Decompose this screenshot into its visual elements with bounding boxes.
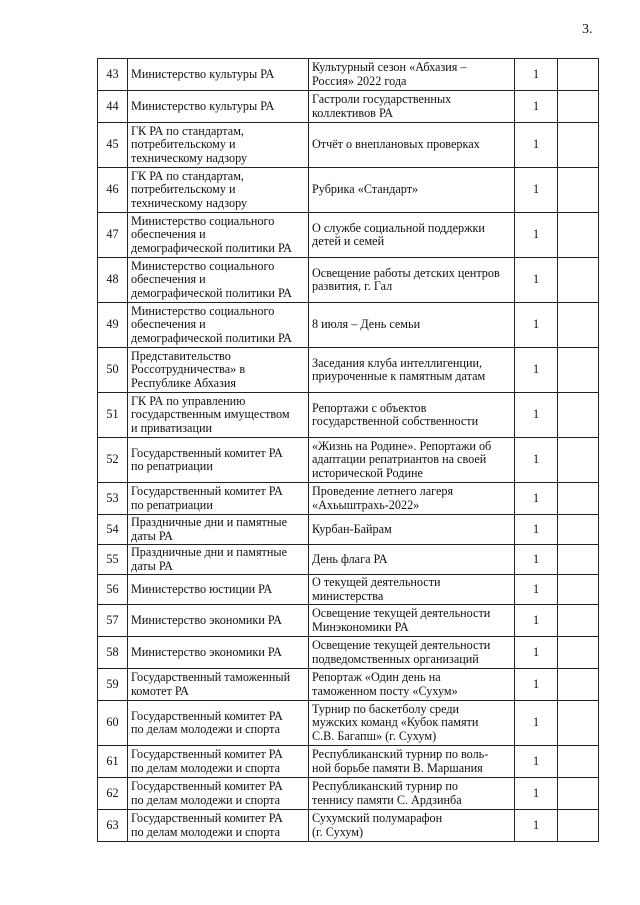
table-row — [98, 778, 599, 810]
organization-cell — [128, 393, 309, 438]
topic-cell-text: День флага РА — [312, 551, 388, 566]
empty-cell — [558, 348, 599, 393]
topic-cell-text: Сухумский полумарафон (г. Сухум) — [312, 811, 443, 839]
row-number — [98, 637, 128, 669]
topic-cell — [309, 348, 515, 393]
table-row — [98, 393, 599, 438]
row-number-text: 55 — [106, 551, 119, 566]
count-cell-text: 1 — [532, 817, 540, 832]
topic-cell — [309, 59, 515, 91]
organization-cell — [128, 168, 309, 213]
table-row — [98, 605, 599, 637]
organization-cell-text: ГК РА по стандартам, потребительскому и техническому надзору — [131, 124, 248, 165]
organization-cell-text: Министерство социального обеспечения и демографической политики РА — [131, 214, 292, 255]
organization-cell — [128, 778, 309, 810]
table-row — [98, 810, 599, 842]
organization-cell — [128, 515, 309, 545]
row-number — [98, 605, 128, 637]
organization-cell-text: Праздничные дни и памятные даты РА — [131, 515, 287, 543]
row-number-text: 62 — [106, 785, 119, 800]
topic-cell-text: Заседания клуба интеллигенции, приуроченные к памятным датам — [312, 355, 486, 383]
count-cell-text: 1 — [532, 452, 540, 467]
table-row — [98, 91, 599, 123]
row-number — [98, 59, 128, 91]
count-cell — [515, 348, 558, 393]
row-number — [98, 575, 128, 605]
organization-cell — [128, 348, 309, 393]
row-number-text: 58 — [106, 644, 119, 659]
row-number — [98, 483, 128, 515]
count-cell-text: 1 — [532, 137, 540, 152]
topic-cell — [309, 123, 515, 168]
topic-cell-text: 8 июля – День семьи — [312, 317, 421, 332]
row-number — [98, 91, 128, 123]
row-number-text: 44 — [106, 98, 119, 113]
topic-cell-text: О службе социальной поддержки детей и семей — [312, 220, 485, 248]
organization-cell-text: Государственный комитет РА по делам молодежи и спорта — [131, 811, 283, 839]
row-number-text: 56 — [106, 581, 119, 596]
row-number-text: 57 — [106, 612, 119, 627]
page-number: 3. — [582, 22, 593, 37]
count-cell — [515, 637, 558, 669]
empty-cell — [558, 59, 599, 91]
empty-cell — [558, 575, 599, 605]
topic-cell-text: Гастроли государственных коллективов РА — [312, 92, 452, 120]
table-row — [98, 545, 599, 575]
count-cell — [515, 213, 558, 258]
row-number — [98, 123, 128, 168]
empty-cell — [558, 483, 599, 515]
empty-cell — [558, 213, 599, 258]
organization-cell-text: Праздничные дни и памятные даты РА — [131, 545, 287, 573]
organization-cell — [128, 303, 309, 348]
table-row — [98, 515, 599, 545]
empty-cell — [558, 303, 599, 348]
table-row — [98, 701, 599, 746]
table-row — [98, 59, 599, 91]
count-cell-text: 1 — [532, 272, 540, 287]
count-cell — [515, 123, 558, 168]
count-cell-text: 1 — [532, 551, 540, 566]
row-number-text: 50 — [106, 362, 119, 377]
empty-cell — [558, 393, 599, 438]
table-row — [98, 637, 599, 669]
topic-cell — [309, 303, 515, 348]
organization-cell — [128, 746, 309, 778]
row-number-text: 59 — [106, 676, 119, 691]
count-cell — [515, 669, 558, 701]
count-cell — [515, 303, 558, 348]
topic-cell-text: Республиканский турнир по теннису памяти С. Ардзинба — [312, 779, 462, 807]
row-number-text: 54 — [106, 521, 119, 536]
organization-cell-text: Государственный комитет РА по делам молодежи и спорта — [131, 779, 283, 807]
row-number-text: 48 — [106, 272, 119, 287]
topic-cell — [309, 637, 515, 669]
count-cell — [515, 605, 558, 637]
organization-cell — [128, 483, 309, 515]
row-number — [98, 303, 128, 348]
topic-cell — [309, 213, 515, 258]
count-cell — [515, 483, 558, 515]
organization-cell — [128, 123, 309, 168]
count-cell-text: 1 — [532, 66, 540, 81]
table-row — [98, 669, 599, 701]
count-cell-text: 1 — [532, 581, 540, 596]
topic-cell — [309, 746, 515, 778]
topic-cell-text: «Жизнь на Родине». Репортажи об адаптации репатриантов на своей исторической Родине — [312, 439, 492, 480]
organization-cell — [128, 810, 309, 842]
topic-cell — [309, 258, 515, 303]
topic-cell — [309, 669, 515, 701]
row-number-text: 53 — [106, 490, 119, 505]
count-cell — [515, 258, 558, 303]
count-cell-text: 1 — [532, 785, 540, 800]
empty-cell — [558, 701, 599, 746]
count-cell-text: 1 — [532, 490, 540, 505]
row-number — [98, 810, 128, 842]
empty-cell — [558, 810, 599, 842]
row-number — [98, 701, 128, 746]
count-cell-text: 1 — [532, 362, 540, 377]
topic-cell-text: Проведение летнего лагеря «Ахьыштрахь-2022» — [312, 484, 454, 512]
topic-cell — [309, 810, 515, 842]
count-cell — [515, 746, 558, 778]
topic-cell — [309, 168, 515, 213]
empty-cell — [558, 258, 599, 303]
topic-cell — [309, 393, 515, 438]
empty-cell — [558, 605, 599, 637]
organization-cell — [128, 213, 309, 258]
empty-cell — [558, 438, 599, 483]
table-row — [98, 168, 599, 213]
organization-cell-text: ГК РА по управлению государственным имуществом и приватизации — [131, 394, 290, 435]
organization-cell-text: ГК РА по стандартам, потребительскому и техническому надзору — [131, 169, 248, 210]
topic-cell-text: Турнир по баскетболу среди мужских команд «Кубок памяти С.В. Багапш» (г. Сухум) — [312, 702, 479, 743]
empty-cell — [558, 746, 599, 778]
topic-cell — [309, 438, 515, 483]
topic-cell-text: Отчёт о внеплановых проверках — [312, 137, 480, 152]
count-cell-text: 1 — [532, 521, 540, 536]
row-number-text: 51 — [106, 407, 119, 422]
organization-cell-text: Государственный комитет РА по репатриации — [131, 484, 283, 512]
topic-cell — [309, 483, 515, 515]
topic-cell-text: Республиканский турнир по воль- ной борьбе памяти В. Маршания — [312, 747, 489, 775]
count-cell — [515, 810, 558, 842]
count-cell-text: 1 — [532, 182, 540, 197]
organization-cell — [128, 637, 309, 669]
empty-cell — [558, 515, 599, 545]
count-cell-text: 1 — [532, 753, 540, 768]
row-number — [98, 168, 128, 213]
organization-cell — [128, 669, 309, 701]
topic-cell-text: Освещение текущей деятельности подведомственных организаций — [312, 638, 491, 666]
organization-cell-text: Министерство юстиции РА — [131, 581, 273, 596]
organization-cell — [128, 91, 309, 123]
table-row — [98, 258, 599, 303]
empty-cell — [558, 637, 599, 669]
topic-cell — [309, 545, 515, 575]
topic-cell — [309, 605, 515, 637]
row-number — [98, 258, 128, 303]
row-number-text: 46 — [106, 182, 119, 197]
organization-cell-text: Министерство социального обеспечения и демографической политики РА — [131, 304, 292, 345]
count-cell-text: 1 — [532, 227, 540, 242]
topic-cell-text: Рубрика «Стандарт» — [312, 182, 419, 197]
row-number-text: 43 — [106, 66, 119, 81]
schedule-table-body — [98, 59, 599, 842]
count-cell-text: 1 — [532, 317, 540, 332]
empty-cell — [558, 91, 599, 123]
topic-cell-text: Освещение текущей деятельности Минэкономики РА — [312, 606, 491, 634]
count-cell-text: 1 — [532, 644, 540, 659]
row-number — [98, 669, 128, 701]
count-cell — [515, 778, 558, 810]
organization-cell-text: Государственный комитет РА по делам молодежи и спорта — [131, 708, 283, 736]
count-cell — [515, 168, 558, 213]
organization-cell-text: Представительство Россотрудничества» в Республике Абхазия — [131, 349, 246, 390]
organization-cell — [128, 545, 309, 575]
topic-cell — [309, 91, 515, 123]
count-cell-text: 1 — [532, 612, 540, 627]
schedule-table — [97, 58, 599, 842]
topic-cell-text: Культурный сезон «Абхазия – Россия» 2022 года — [312, 60, 467, 88]
empty-cell — [558, 778, 599, 810]
topic-cell-text: Репортаж «Один день на таможенном посту «Сухум» — [312, 670, 458, 698]
row-number — [98, 348, 128, 393]
table-row — [98, 746, 599, 778]
organization-cell-text: Министерство экономики РА — [131, 644, 282, 659]
count-cell — [515, 515, 558, 545]
count-cell — [515, 393, 558, 438]
organization-cell — [128, 605, 309, 637]
table-row — [98, 123, 599, 168]
organization-cell — [128, 438, 309, 483]
row-number-text: 61 — [106, 753, 119, 768]
organization-cell-text: Министерство социального обеспечения и демографической политики РА — [131, 259, 292, 300]
topic-cell — [309, 575, 515, 605]
table-row — [98, 483, 599, 515]
organization-cell — [128, 701, 309, 746]
topic-cell-text: Курбан-Байрам — [312, 521, 392, 536]
table-row — [98, 575, 599, 605]
organization-cell-text: Государственный комитет РА по репатриации — [131, 445, 283, 473]
row-number-text: 45 — [106, 137, 119, 152]
row-number-text: 47 — [106, 227, 119, 242]
topic-cell-text: Репортажи с объектов государственной собственности — [312, 400, 479, 428]
organization-cell — [128, 575, 309, 605]
count-cell — [515, 438, 558, 483]
topic-cell-text: О текущей деятельности министерства — [312, 575, 441, 603]
topic-cell — [309, 515, 515, 545]
table-row — [98, 438, 599, 483]
row-number — [98, 515, 128, 545]
row-number-text: 52 — [106, 452, 119, 467]
organization-cell — [128, 59, 309, 91]
count-cell-text: 1 — [532, 98, 540, 113]
row-number-text: 60 — [106, 715, 119, 730]
count-cell — [515, 701, 558, 746]
count-cell-text: 1 — [532, 715, 540, 730]
count-cell-text: 1 — [532, 676, 540, 691]
empty-cell — [558, 545, 599, 575]
organization-cell-text: Министерство культуры РА — [131, 98, 275, 113]
row-number — [98, 438, 128, 483]
empty-cell — [558, 168, 599, 213]
row-number — [98, 746, 128, 778]
empty-cell — [558, 123, 599, 168]
count-cell — [515, 575, 558, 605]
table-row — [98, 213, 599, 258]
row-number — [98, 778, 128, 810]
count-cell — [515, 545, 558, 575]
count-cell — [515, 59, 558, 91]
count-cell — [515, 91, 558, 123]
row-number — [98, 545, 128, 575]
row-number-text: 63 — [106, 817, 119, 832]
organization-cell-text: Министерство культуры РА — [131, 66, 275, 81]
table-row — [98, 303, 599, 348]
empty-cell — [558, 669, 599, 701]
topic-cell — [309, 701, 515, 746]
table-row — [98, 348, 599, 393]
topic-cell-text: Освещение работы детских центров развития, г. Гал — [312, 265, 500, 293]
count-cell-text: 1 — [532, 407, 540, 422]
organization-cell — [128, 258, 309, 303]
organization-cell-text: Государственный комитет РА по делам молодежи и спорта — [131, 747, 283, 775]
row-number-text: 49 — [106, 317, 119, 332]
organization-cell-text: Государственный таможенный комотет РА — [131, 670, 291, 698]
topic-cell — [309, 778, 515, 810]
organization-cell-text: Министерство экономики РА — [131, 612, 282, 627]
row-number — [98, 213, 128, 258]
row-number — [98, 393, 128, 438]
